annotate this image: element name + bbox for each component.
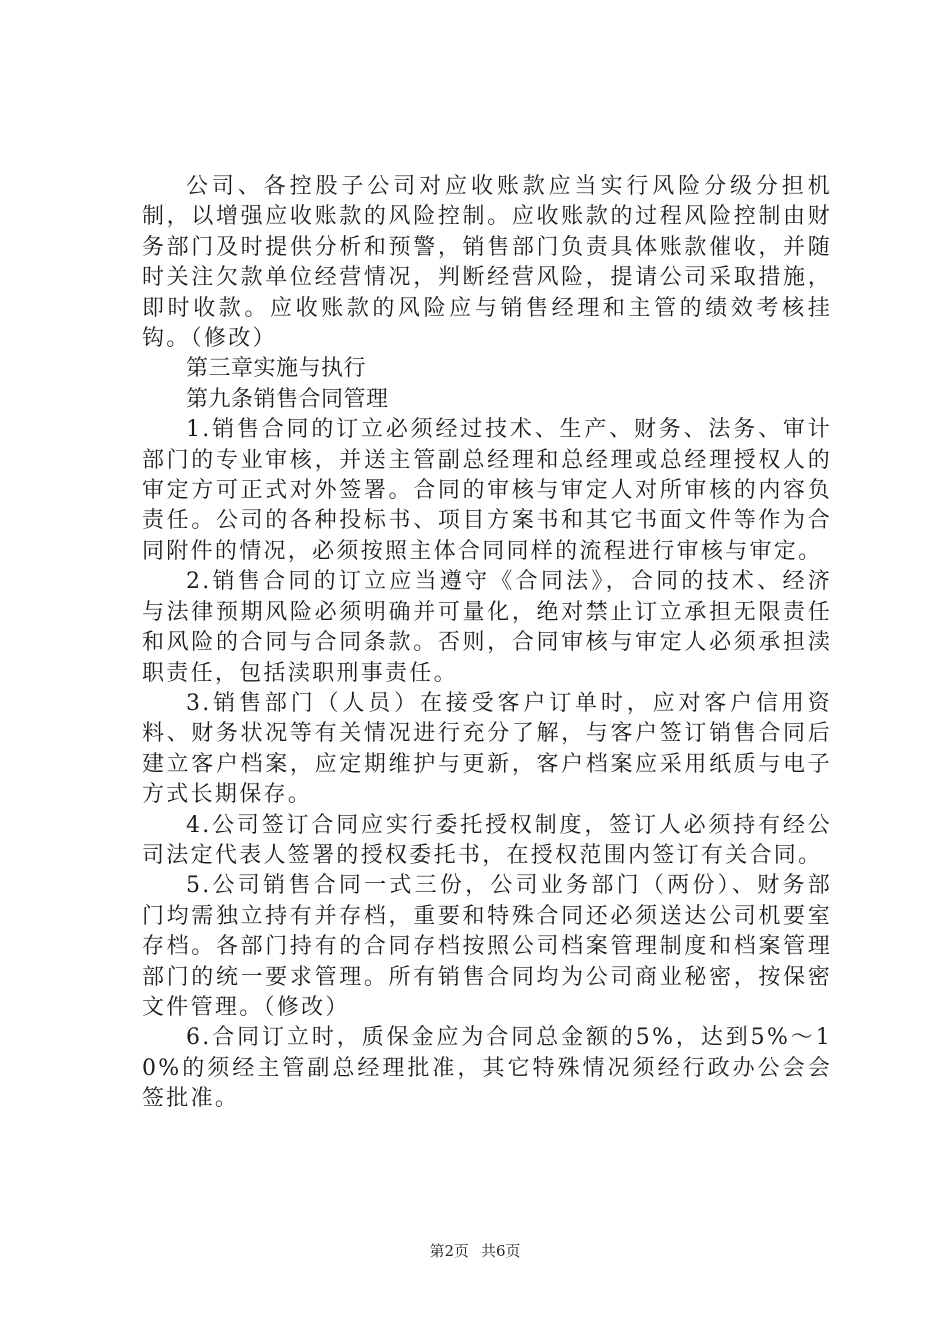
page-total: 共6页 (481, 1242, 521, 1260)
paragraph-item-4: 4.公司签订合同应实行委托授权制度，签订人必须持有经公司法定代表人签署的授权委托书，在授权范围内签订有关合同。 (142, 812, 832, 868)
article-heading: 第九条销售合同管理 (186, 386, 389, 412)
chapter-heading: 第三章实施与执行 (186, 356, 367, 382)
paragraph-item-3: 3.销售部门（人员）在接受客户订单时，应对客户信用资料、财务状况等有关情况进行充分了解，与客户签订销售合同后建立客户档案，应定期维护与更新，客户档案应采用纸质与电子方式长期保存。 (142, 690, 832, 808)
paragraph-item-5: 5.公司销售合同一式三份，公司业务部门（两份）、财务部门均需独立持有并存档，重要和特殊合同还必须送达公司机要室存档。各部门持有的合同存档按照公司档案管理制度和档案管理部门的统一要求管理。所有销售合同均为公司商业秘密，按保密文件管理。（修改） (142, 873, 832, 1020)
document-body (142, 172, 832, 1115)
paragraph-receivables-risk: 公司、各控股子公司对应收账款应当实行风险分级分担机制，以增强应收账款的风险控制。应收账款的过程风险控制由财务部门及时提供分析和预警，销售部门负责具体账款催收，并随时关注欠款单位经营情况，判断经营风险，提请公司采取措施，即时收款。应收账款的风险应与销售经理和主管的绩效考核挂钩。（修改） (142, 174, 832, 352)
paragraph-item-1: 1.销售合同的订立必须经过技术、生产、财务、法务、审计部门的专业审核，并送主管副总经理和总经理或总经理授权人的审定方可正式对外签署。合同的审核与审定人对所审核的内容负责任。公司的各种投标书、项目方案书和其它书面文件等作为合同附件的情况，必须按照主体合同同样的流程进行审核与审定。 (142, 417, 832, 564)
page-number: 第2页 (429, 1242, 469, 1260)
page-footer (0, 1241, 950, 1261)
paragraph-item-2: 2.销售合同的订立应当遵守《合同法》，合同的技术、经济与法律预期风险必须明确并可量化，绝对禁止订立承担无限责任和风险的合同与合同条款。否则，合同审核与审定人必须承担渎职责任，包括渎职刑事责任。 (142, 569, 832, 686)
paragraph-item-6: 6.合同订立时，质保金应为合同总金额的5%，达到5%～10%的须经主管副总经理批准，其它特殊情况须经行政办公会会签批准。 (142, 1025, 832, 1112)
